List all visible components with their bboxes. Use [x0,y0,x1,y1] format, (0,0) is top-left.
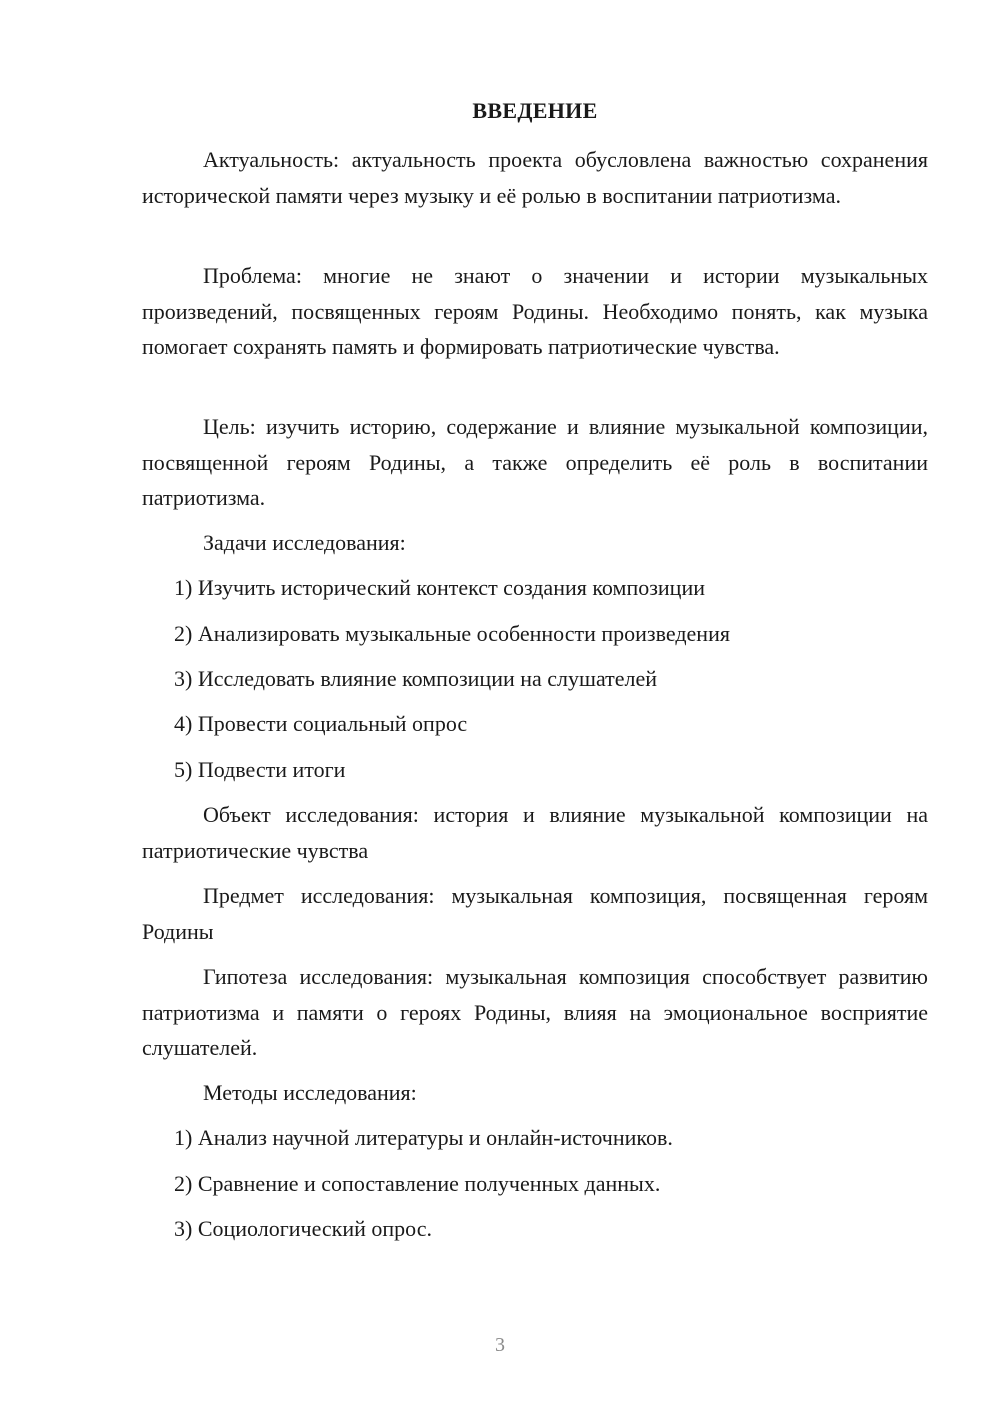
task-item: 2) Анализировать музыкальные особенности произведения [174,621,730,646]
paragraph-tasks-title: Задачи исследования: [203,530,406,555]
page-number: 3 [495,1334,505,1356]
paragraph-subject: Предмет исследования: музыкальная композиция, посвященная героям Родины [142,883,928,944]
method-item: 2) Сравнение и сопоставление полученных данных. [174,1171,661,1196]
paragraph-goal: Цель: изучить историю, содержание и влияние музыкальной композиции, посвященной героям Родины, а также определить её роль в воспитании патриотизма. [142,414,928,510]
paragraph-relevance: Актуальность: актуальность проекта обусловлена важностью сохранения исторической памяти через музыку и её ролью в воспитании патриотизма. [142,147,928,208]
task-item: 5) Подвести итоги [174,757,346,782]
paragraph-problem: Проблема: многие не знают о значении и истории музыкальных произведений, посвященных героям Родины. Необходимо понять, как музыка помогает сохранять память и формировать патриотические чувства. [142,263,928,359]
task-item: 4) Провести социальный опрос [174,711,468,736]
paragraph-hypothesis: Гипотеза исследования: музыкальная композиция способствует развитию патриотизма и памяти о героях Родины, влияя на эмоциональное восприятие слушателей. [142,964,928,1060]
task-item: 3) Исследовать влияние композиции на слушателей [174,666,658,691]
method-item: 3) Социологический опрос. [174,1216,432,1241]
method-item: 1) Анализ научной литературы и онлайн-источников. [174,1125,673,1150]
paragraph-object: Объект исследования: история и влияние музыкальной композиции на патриотические чувства [142,802,928,863]
task-item: 1) Изучить исторический контекст создания композиции [174,575,705,600]
section-heading: ВВЕДЕНИЕ [472,98,598,123]
paragraph-methods-title: Методы исследования: [203,1080,417,1105]
